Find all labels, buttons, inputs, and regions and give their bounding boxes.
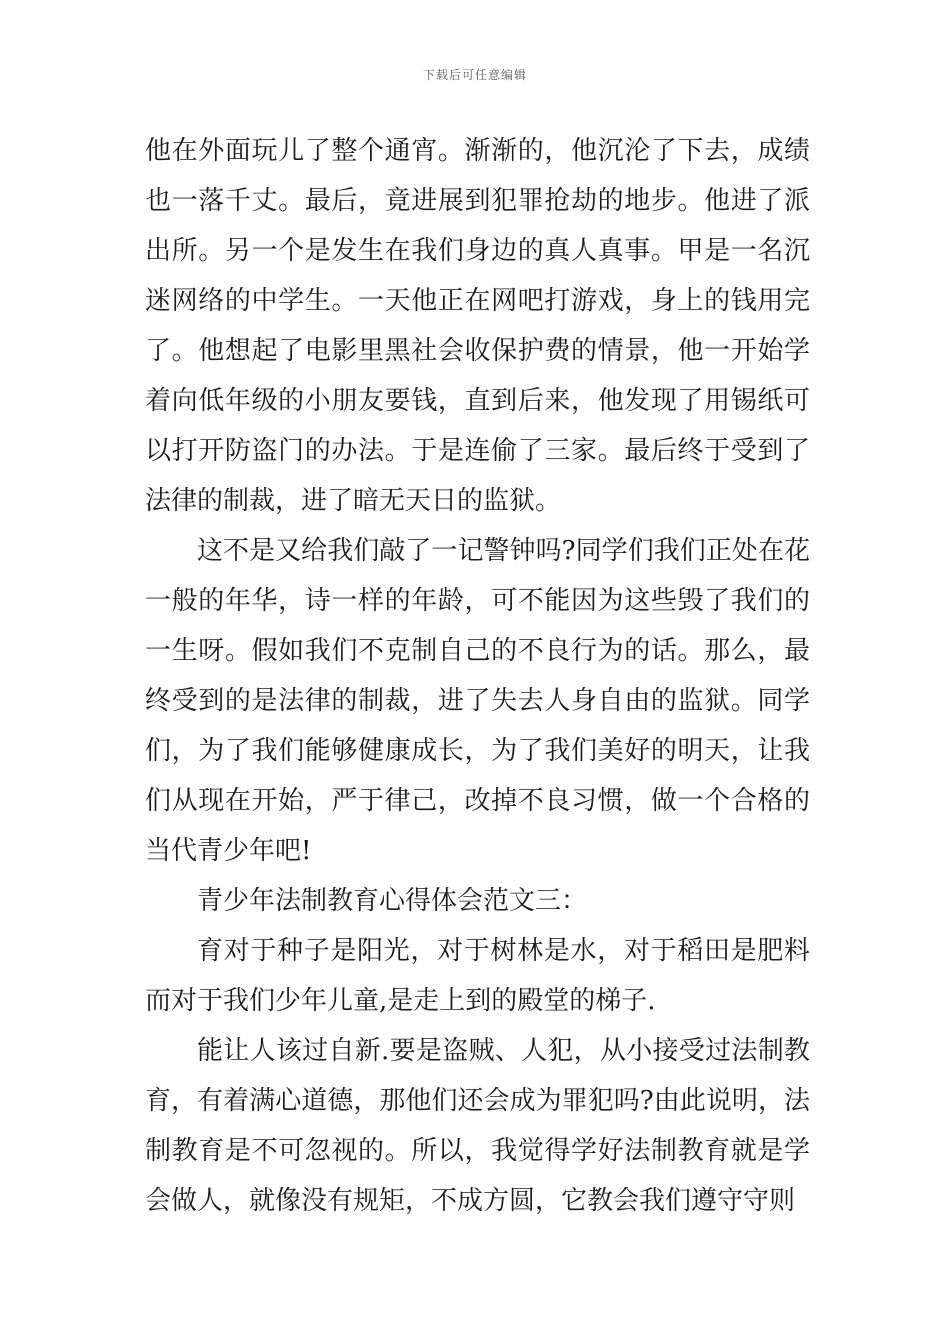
document-body <box>145 126 810 1226</box>
page-header: 下载后可任意编辑 <box>422 68 527 82</box>
paragraph-3: 育对于种子是阳光，对于树林是水，对于稻田是肥料而对于我们少年儿童,是走上到的殿堂的梯子. <box>145 936 810 1016</box>
section-heading: 青少年法制教育心得体会范文三： <box>197 886 588 916</box>
paragraph-4: 能让人该过自新.要是盗贼、人犯，从小接受过法制教育，有着满心道德，那他们还会成为罪犯吗?由此说明，法制教育是不可忽视的。所以，我觉得学好法制教育就是学会做人，就像没有规矩，不成方圆，它教会我们遵守守则 <box>145 1036 810 1216</box>
paragraph-2: 这不是又给我们敲了一记警钟吗?同学们我们正处在花一般的年华，诗一样的年龄，可不能因为这些毁了我们的一生呀。假如我们不克制自己的不良行为的话。那么，最终受到的是法律的制裁，进了失去人身自由的监狱。同学们，为了我们能够健康成长，为了我们美好的明天，让我们从现在开始，严于律己，改掉不良习惯，做一个合格的当代青少年吧! <box>145 536 810 866</box>
paragraph-1: 他在外面玩儿了整个通宵。渐渐的，他沉沦了下去，成绩也一落千丈。最后，竟进展到犯罪抢劫的地步。他进了派出所。另一个是发生在我们身边的真人真事。甲是一名沉迷网络的中学生。一天他正在网吧打游戏，身上的钱用完了。他想起了电影里黑社会收保护费的情景，他一开始学着向低年级的小朋友要钱，直到后来，他发现了用锡纸可以打开防盗门的办法。于是连偷了三家。最后终于受到了法律的制裁，进了暗无天日的监狱。 <box>145 136 810 516</box>
